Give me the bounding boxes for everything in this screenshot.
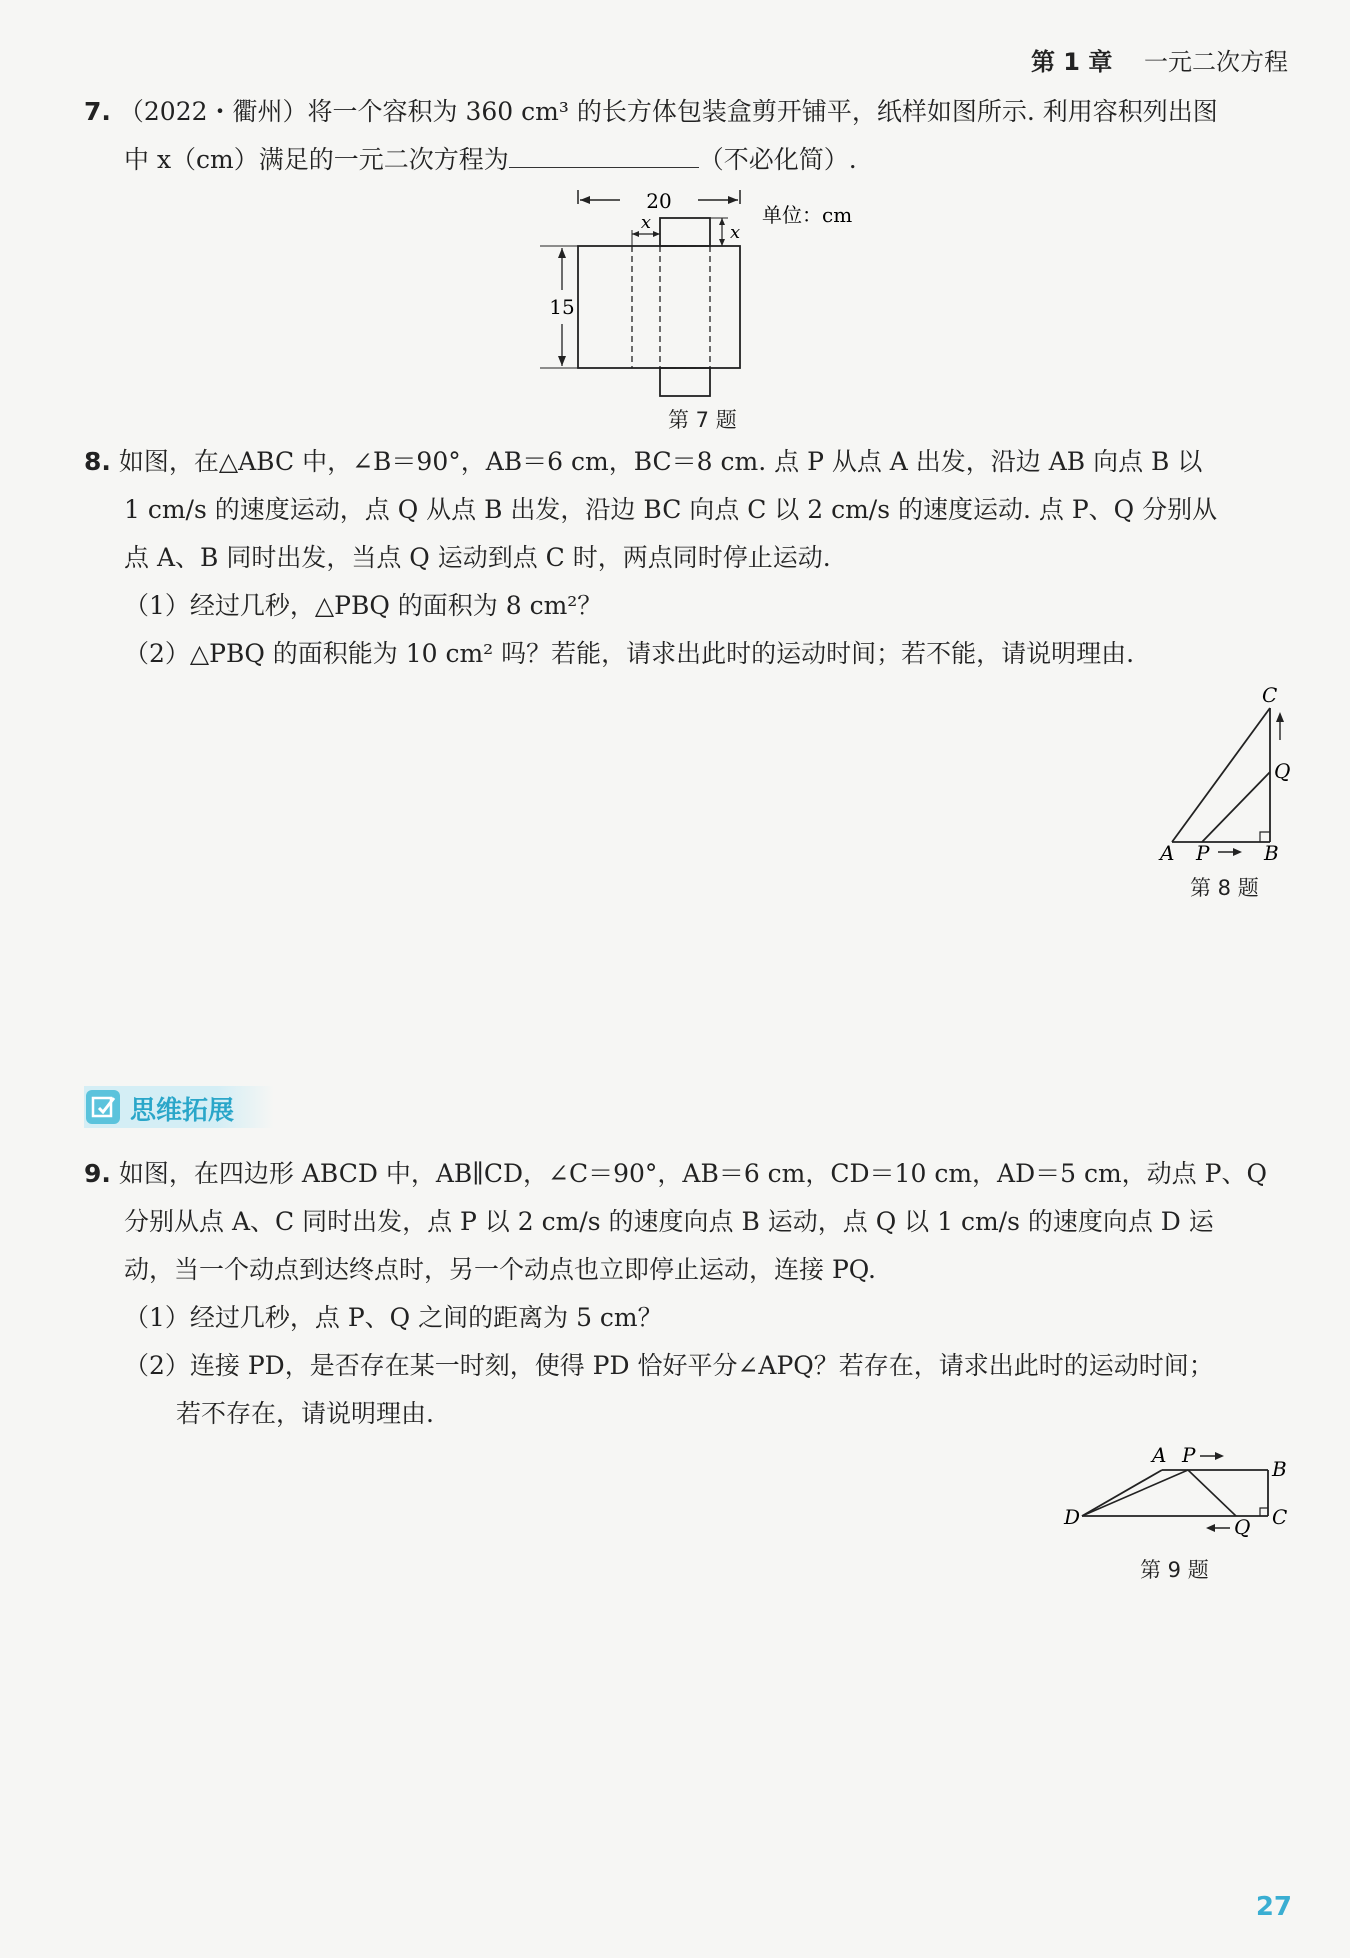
chapter-label: 第 1 章 <box>1030 48 1113 76</box>
q7-unit-label: 单位：cm <box>762 203 853 227</box>
q8-number: 8. <box>84 447 111 476</box>
q7-figure <box>540 190 880 405</box>
thinking-expand-icon <box>86 1090 120 1124</box>
q8-label-Q: Q <box>1274 759 1291 783</box>
section-header <box>84 1086 274 1128</box>
q7-x-label-horizontal: x <box>640 212 652 233</box>
q8-caption: 第 8 题 <box>1190 876 1259 900</box>
section-title: 思维拓展 <box>130 1096 235 1126</box>
q9-caption: 第 9 题 <box>1140 1558 1209 1582</box>
q9-label-Q: Q <box>1234 1515 1251 1539</box>
q9-figure <box>1060 1440 1310 1550</box>
answer-blank[interactable] <box>509 141 699 168</box>
question-7 <box>84 88 1284 184</box>
q9-number: 9. <box>84 1159 111 1188</box>
q9-part2a: （2）连接 PD，是否存在某一时刻，使得 PD 恰好平分∠APQ？若存在，请求出此时的运动时间； <box>124 1351 1214 1380</box>
q9-label-C: C <box>1272 1505 1288 1529</box>
q7-line1: 7. （2022・衢州）将一个容积为 360 cm³ 的长方体包装盒剪开铺平，纸样如图所示. 利用容积列出图 <box>84 97 1218 126</box>
q8-figure <box>1150 686 1300 871</box>
page-header <box>1031 42 1288 77</box>
q8-part2: （2）△PBQ 的面积能为 10 cm² 吗？若能，请求出此时的运动时间；若不能，请说明理由. <box>124 639 1135 668</box>
q7-x-label-vertical: x <box>730 222 741 243</box>
q7-width-label: 20 <box>646 190 672 213</box>
q8-line1: 8. 如图，在△ABC 中，∠B＝90°，AB＝6 cm，BC＝8 cm. 点 P 从点 A 出发，沿边 AB 向点 B 以 <box>84 447 1203 476</box>
q8-label-P: P <box>1196 841 1210 865</box>
q9-label-B: B <box>1272 1457 1287 1481</box>
q9-line1: 9. 如图，在四边形 ABCD 中，AB∥CD，∠C＝90°，AB＝6 cm，CD＝10 cm，AD＝5 cm，动点 P、Q <box>84 1159 1267 1188</box>
q9-label-A: A <box>1152 1443 1167 1467</box>
q8-line3: 点 A、B 同时出发，当点 Q 运动到点 C 时，两点同时停止运动. <box>124 543 831 572</box>
q8-part1: （1）经过几秒，△PBQ 的面积为 8 cm²？ <box>124 591 603 620</box>
q8-label-C: C <box>1262 686 1278 707</box>
q7-number: 7. <box>84 97 111 126</box>
chapter-title: 一元二次方程 <box>1144 48 1288 76</box>
question-8 <box>84 438 1284 678</box>
q7-caption: 第 7 题 <box>668 408 737 432</box>
q7-height-label: 15 <box>549 295 575 319</box>
q9-label-D: D <box>1064 1505 1081 1529</box>
q8-label-A: A <box>1160 841 1175 865</box>
q7-line2: 中 x（cm）满足的一元二次方程为 （不必化简）. <box>84 136 1284 184</box>
q9-label-P: P <box>1182 1443 1196 1467</box>
q8-line2: 1 cm/s 的速度运动，点 Q 从点 B 出发，沿边 BC 向点 C 以 2 cm/s 的速度运动. 点 P、Q 分别从 <box>124 495 1218 524</box>
q9-part2b: 若不存在，请说明理由. <box>176 1399 434 1428</box>
q9-line3: 动，当一个动点到达终点时，另一个动点也立即停止运动，连接 PQ. <box>124 1255 876 1284</box>
q8-label-B: B <box>1264 841 1279 865</box>
q9-part1: （1）经过几秒，点 P、Q 之间的距离为 5 cm？ <box>124 1303 663 1332</box>
q9-line2: 分别从点 A、C 同时出发，点 P 以 2 cm/s 的速度向点 B 运动，点 Q 以 1 cm/s 的速度向点 D 运 <box>124 1207 1214 1236</box>
question-9 <box>84 1150 1284 1438</box>
page-number: 27 <box>1255 1892 1292 1922</box>
